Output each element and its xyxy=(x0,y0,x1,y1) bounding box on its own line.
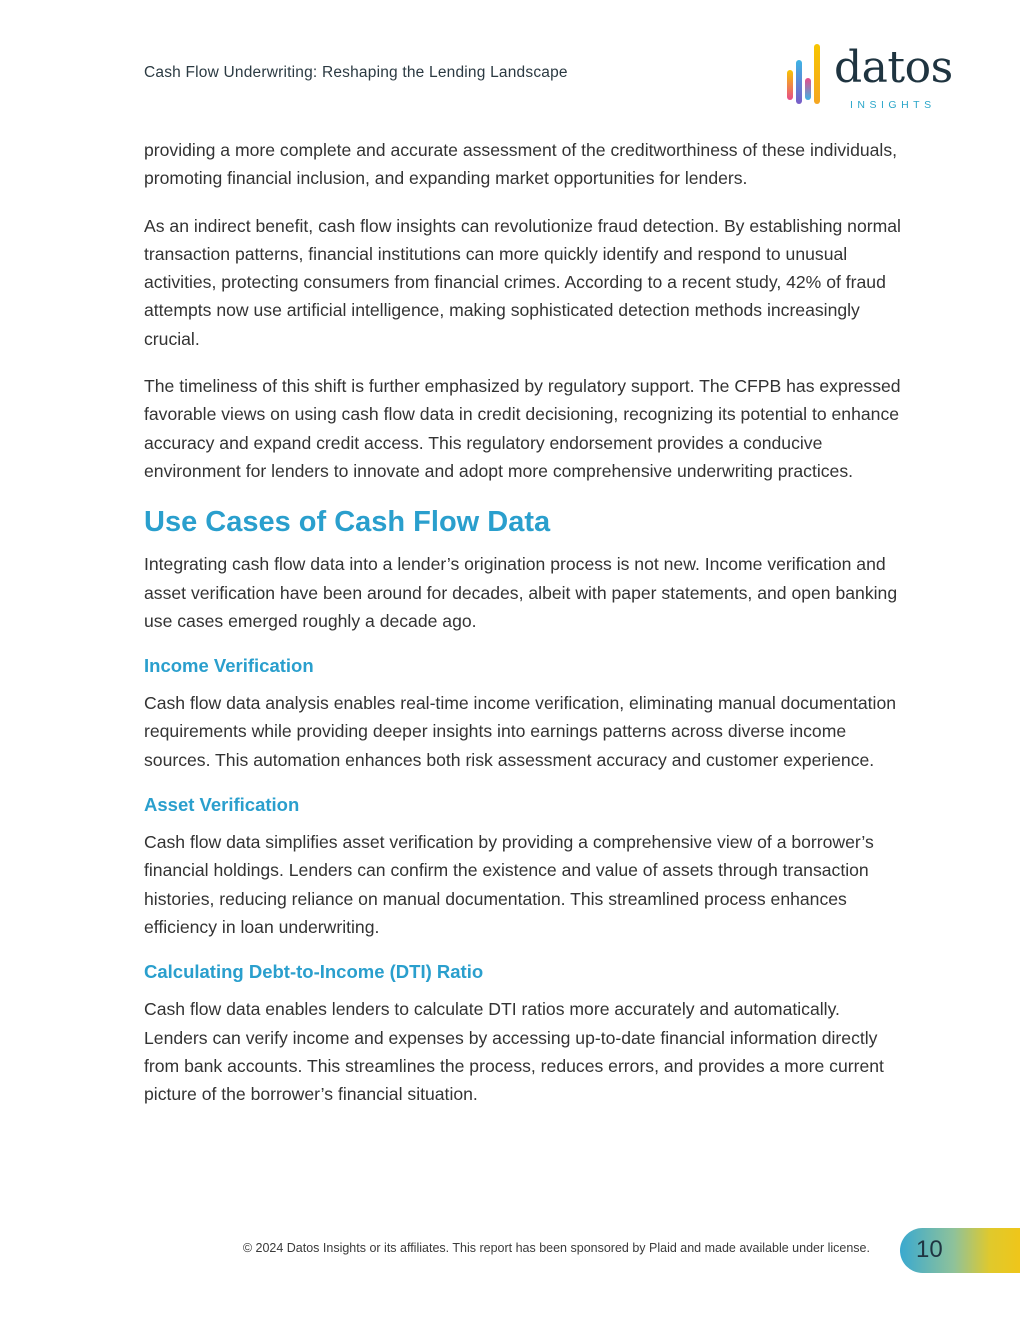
logo-subtext: INSIGHTS xyxy=(850,99,936,111)
subsection-text-dti-ratio: Cash flow data enables lenders to calculate DTI ratios more accurately and automatically. Lenders can verify income and expenses by accessing up-to-date financial information directly from bank accounts. This streamlines the process, reduces errors, and provides a more current picture of the borrower’s financial situation. xyxy=(144,999,884,1105)
running-header-title: Cash Flow Underwriting: Reshaping the Lending Landscape xyxy=(144,64,568,81)
body-paragraph-2: As an indirect benefit, cash flow insights can revolutionize fraud detection. By establishing normal transaction patterns, financial institutions can more quickly identify and respond to unusual activities, protecting consumers from financial crimes. According to a recent study, 42% of fraud attempts now use artificial intelligence, making sophisticated detection methods increasingly crucial. xyxy=(144,215,901,349)
logo-bars-icon xyxy=(784,40,828,110)
page-number-tab xyxy=(900,1228,1020,1273)
body-paragraph-1: providing a more complete and accurate assessment of the creditworthiness of these individuals, promoting financial inclusion, and expanding market opportunities for lenders. xyxy=(144,140,898,189)
footer-copyright: © 2024 Datos Insights or its affiliates. This report has been sponsored by Plaid and made available under license. xyxy=(242,1241,870,1255)
subsection-heading-asset-verification: Asset Verification xyxy=(144,794,300,816)
page-content xyxy=(144,136,908,1127)
subsection-heading-dti-ratio: Calculating Debt-to-Income (DTI) Ratio xyxy=(144,961,484,983)
subsection-text-income-verification: Cash flow data analysis enables real-time income verification, eliminating manual documentation requirements while providing deeper insights into earnings patterns across diverse income sources. This automation enhances both risk assessment accuracy and customer experience. xyxy=(144,693,897,770)
section-heading: Use Cases of Cash Flow Data xyxy=(144,506,551,539)
subsection-text-asset-verification: Cash flow data simplifies asset verification by providing a comprehensive view of a borrower’s financial holdings. Lenders can confirm the existence and value of assets through transaction histories, reducing reliance on manual documentation. This streamlined process enhances efficiency in loan underwriting. xyxy=(144,832,874,937)
datos-insights-logo xyxy=(784,40,954,115)
page-number: 10 xyxy=(916,1236,943,1263)
body-paragraph-3: The timeliness of this shift is further emphasized by regulatory support. The CFPB has expressed favorable views on using cash flow data in credit decisioning, recognizing its potential to enhance accuracy and expand credit access. This regulatory endorsement provides a conducive environment for lenders to innovate and adopt more comprehensive underwriting practices. xyxy=(144,376,901,481)
logo-wordmark: datos xyxy=(834,42,953,93)
section-intro: Integrating cash flow data into a lender’s origination process is not new. Income verification and asset verification have been around for decades, albeit with paper statements, and open banking use cases emerged roughly a decade ago. xyxy=(144,554,898,631)
subsection-heading-income-verification: Income Verification xyxy=(144,655,314,677)
